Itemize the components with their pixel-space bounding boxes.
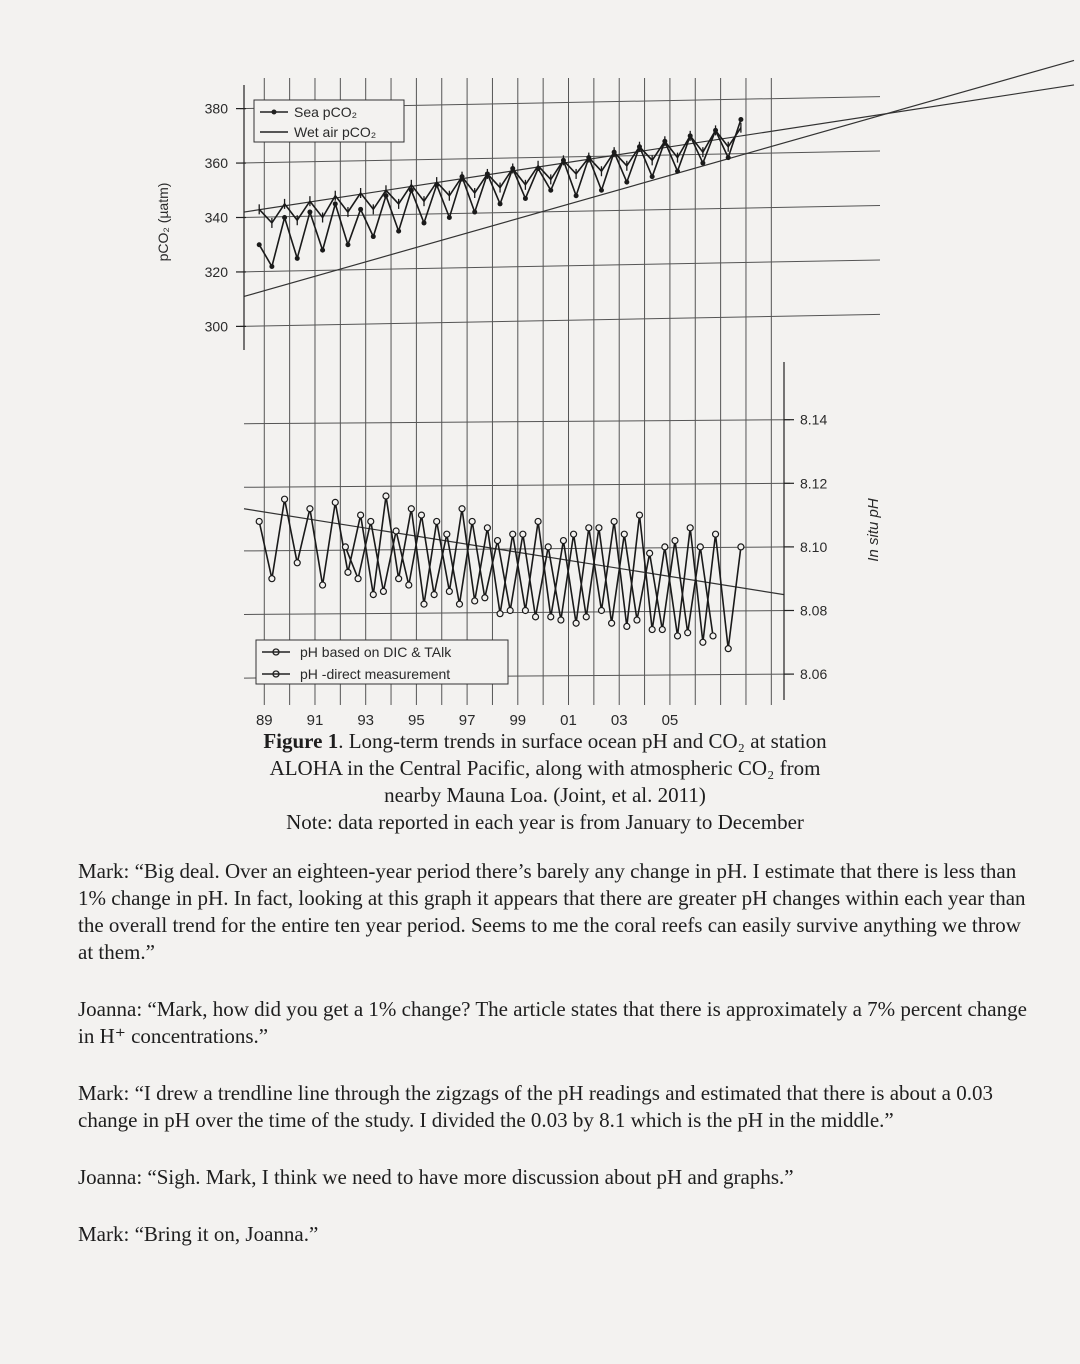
data-point (573, 620, 579, 626)
data-point (598, 608, 604, 614)
data-point (380, 588, 386, 594)
data-point (333, 201, 338, 206)
y-tick-label-top: 380 (204, 100, 228, 117)
data-series (256, 117, 744, 652)
dialogue (78, 858, 1028, 1278)
data-point (472, 210, 477, 215)
data-point (560, 538, 566, 544)
legend-sea-pco2-marker (272, 110, 277, 115)
data-point (507, 608, 513, 614)
legend-ph-dic: pH based on DIC & TAlk (300, 644, 452, 660)
data-point (282, 215, 287, 220)
data-point (571, 531, 577, 537)
grid-horizontal-line-bottom (244, 611, 790, 615)
chart-axes (205, 85, 828, 729)
data-point (459, 506, 465, 512)
data-point (256, 518, 262, 524)
dialogue-mark-1: Mark: “Big deal. Over an eighteen-year period there’s barely any change in pH. I estimate that there is less than 1% change in pH. In fact, looking at this graph it appears that there are greater pH changes within each year than the overall trend for the entire ten year period. Seems to me the coral reefs can easily survive anything we throw at them.” (78, 859, 1026, 964)
data-point (393, 528, 399, 534)
data-point (406, 582, 412, 588)
data-point (574, 193, 579, 198)
caption-line-3: nearby Mauna Loa. (Joint, et al. 2011) (384, 783, 706, 807)
series-line-ph-dic (259, 496, 741, 649)
data-point (533, 614, 539, 620)
data-point (659, 627, 665, 633)
data-point (548, 188, 553, 193)
data-point (649, 627, 655, 633)
caption-line-1 (200, 728, 890, 755)
data-point (495, 538, 501, 544)
data-point (599, 188, 604, 193)
data-point (444, 531, 450, 537)
data-point (358, 512, 364, 518)
y-tick-label-bottom: 8.08 (800, 602, 828, 619)
data-point (650, 174, 655, 179)
data-point (596, 525, 602, 531)
grid-horizontal-line-top (240, 314, 880, 326)
data-point (586, 525, 592, 531)
data-point (482, 595, 488, 601)
data-point (469, 518, 475, 524)
dialogue-joanna-2: Joanna: “Sigh. Mark, I think we need to have more discussion about pH and graphs.” (78, 1165, 794, 1189)
x-tick-label: 03 (610, 712, 628, 729)
data-point (700, 639, 706, 645)
data-point (422, 220, 427, 225)
grid-horizontal-line-top (240, 151, 880, 163)
data-point (621, 531, 627, 537)
x-tick-label: 93 (357, 712, 375, 729)
x-tick-label: 97 (458, 712, 476, 729)
data-point (583, 614, 589, 620)
dialogue-joanna-1: Joanna: “Mark, how did you get a 1% change? The article states that there is approximately a 7% percent change in H⁺ concentrations.” (78, 997, 1027, 1048)
x-tick-label: 01 (560, 712, 577, 729)
trend-line-ph (244, 509, 784, 595)
data-point (368, 518, 374, 524)
data-point (697, 544, 703, 550)
data-point (269, 264, 274, 269)
x-tick-label: 05 (661, 712, 679, 729)
data-point (713, 531, 719, 537)
figure-caption (200, 728, 890, 836)
data-point (611, 518, 617, 524)
data-point (687, 525, 693, 531)
data-point (535, 518, 541, 524)
data-point (497, 611, 503, 617)
dialogue-mark-2: Mark: “I drew a trendline line through the zigzags of the pH readings and estimated that there is about a 0.03 change in pH over the time of the study. I divided the 0.03 by 8.1 which is the pH in the middle.” (78, 1081, 993, 1132)
data-point (558, 617, 564, 623)
caption-text-1: . Long-term trends in surface ocean pH and CO₂ at station (338, 729, 827, 753)
data-point (434, 518, 440, 524)
data-point (370, 592, 376, 598)
x-tick-label: 95 (408, 712, 425, 729)
data-point (484, 525, 490, 531)
data-point (624, 180, 629, 185)
data-point (447, 215, 452, 220)
trend-line-sea-trend (244, 60, 1074, 296)
data-point (700, 161, 705, 166)
grid-horizontal-line-bottom (244, 420, 790, 424)
y-tick-label-top: 320 (204, 263, 228, 280)
legend-air-pco2: Wet air pCO₂ (294, 124, 377, 140)
data-point (257, 242, 262, 247)
legend-sea-pco2: Sea pCO₂ (294, 104, 358, 120)
dialogue-mark-3: Mark: “Bring it on, Joanna.” (78, 1222, 319, 1246)
x-tick-label: 99 (509, 712, 527, 729)
top-legend (254, 100, 404, 142)
data-point (358, 207, 363, 212)
data-point (396, 229, 401, 234)
data-point (520, 531, 526, 537)
y-tick-label-bottom: 8.06 (800, 666, 828, 683)
data-point (738, 117, 743, 122)
data-point (609, 620, 615, 626)
data-point (523, 196, 528, 201)
data-point (421, 601, 427, 607)
data-point (726, 155, 731, 160)
data-point (345, 242, 350, 247)
data-point (672, 538, 678, 544)
data-point (320, 248, 325, 253)
caption-line-2: ALOHA in the Central Pacific, along with atmospheric CO₂ from (269, 756, 821, 780)
data-point (307, 210, 312, 215)
y-tick-label-bottom: 8.10 (800, 538, 828, 555)
data-point (320, 582, 326, 588)
y-tick-label-bottom: 8.12 (800, 475, 828, 492)
data-point (342, 544, 348, 550)
data-point (498, 201, 503, 206)
data-point (396, 576, 402, 582)
grid-horizontal-line-bottom (244, 483, 790, 487)
x-tick-label: 91 (306, 712, 324, 729)
data-point (662, 544, 668, 550)
data-point (685, 630, 691, 636)
data-point (738, 544, 744, 550)
data-point (446, 588, 452, 594)
y-axis-label-pco2: pCO₂ (µatm) (155, 182, 171, 262)
y-tick-label-bottom: 8.14 (800, 411, 828, 428)
caption-line-4: Note: data reported in each year is from January to December (286, 810, 804, 834)
data-point (624, 623, 630, 629)
data-point (383, 493, 389, 499)
grid-horizontal-line-bottom (244, 547, 790, 551)
data-point (431, 592, 437, 598)
data-point (510, 531, 516, 537)
data-point (307, 506, 313, 512)
data-point (548, 614, 554, 620)
data-point (675, 169, 680, 174)
data-point (636, 512, 642, 518)
y-tick-label-top: 300 (204, 318, 228, 335)
x-tick-label: 89 (255, 712, 273, 729)
bottom-legend (256, 640, 508, 684)
figure-label: Figure 1 (263, 729, 339, 753)
y-tick-label-top: 360 (204, 155, 228, 172)
y-tick-label-top: 340 (204, 209, 228, 226)
data-point (472, 598, 478, 604)
data-point (371, 234, 376, 239)
y-axis-label-ph: In situ pH (865, 498, 882, 562)
data-point (522, 608, 528, 614)
data-point (647, 550, 653, 556)
data-point (282, 496, 288, 502)
data-point (355, 576, 361, 582)
data-point (332, 499, 338, 505)
data-point (408, 506, 414, 512)
data-point (634, 617, 640, 623)
data-point (345, 569, 351, 575)
data-point (710, 633, 716, 639)
data-point (295, 256, 300, 261)
data-point (545, 544, 551, 550)
data-point (269, 576, 275, 582)
legend-ph-direct: pH -direct measurement (300, 666, 451, 682)
data-point (675, 633, 681, 639)
data-point (725, 646, 731, 652)
data-point (456, 601, 462, 607)
data-point (294, 560, 300, 566)
data-point (418, 512, 424, 518)
